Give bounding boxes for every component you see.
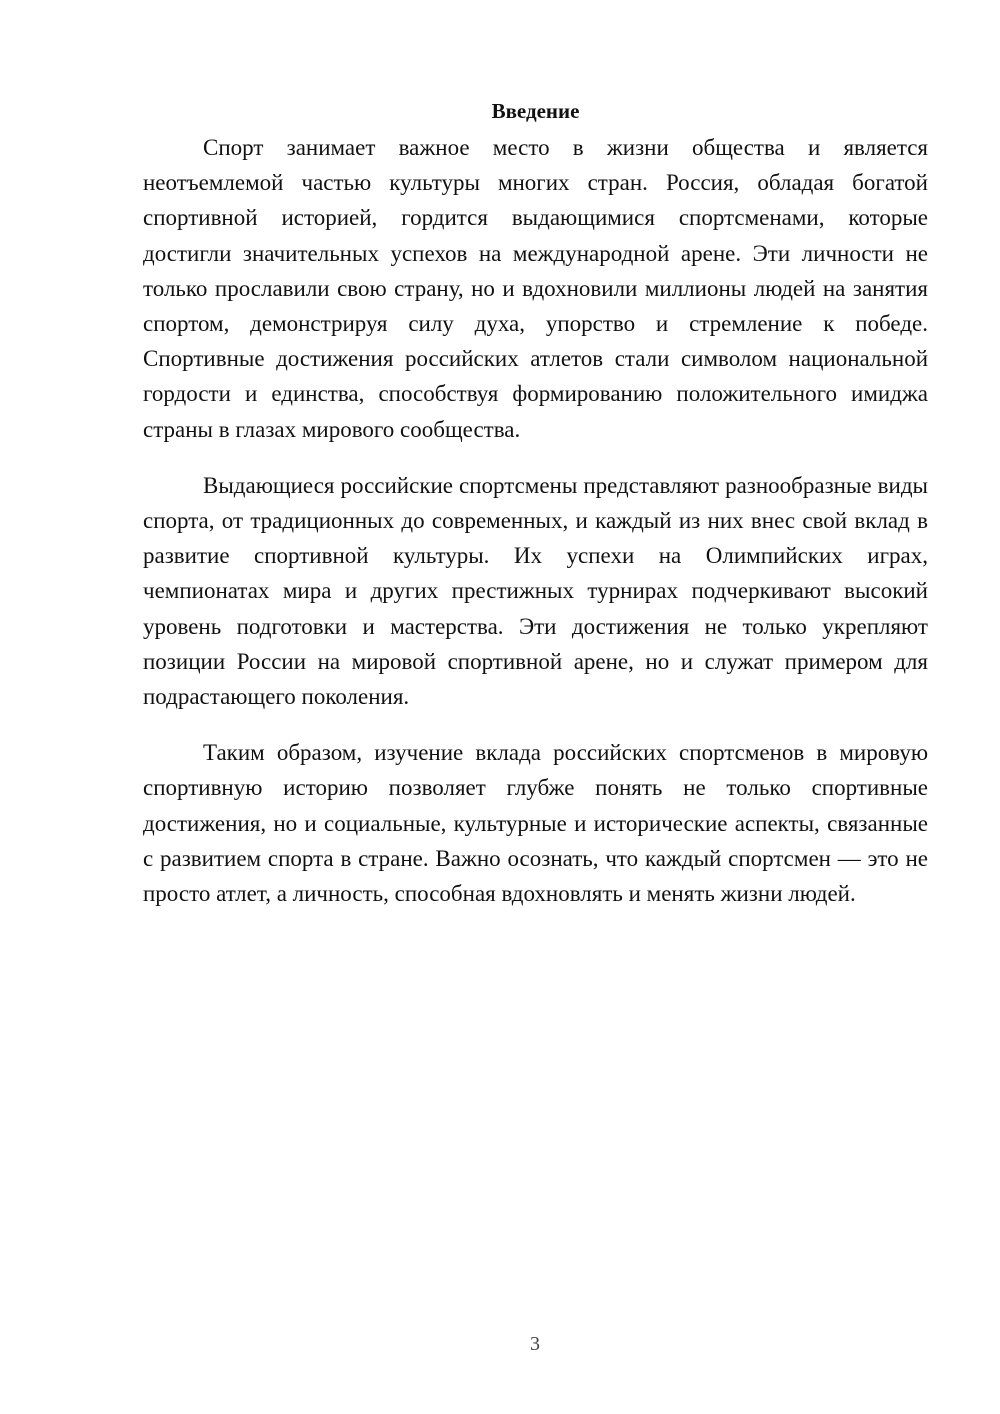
page-content — [143, 96, 928, 932]
paragraph-1: Спорт занимает важное место в жизни общества и является неотъемлемой частью культуры многих стран. Россия, обладая богатой спортивной историей, гордится выдающимися спортсменами, которые достигли значительных успехов на международной арене. Эти личности не только прославили свою страну, но и вдохновили миллионы людей на занятия спортом, демонстрируя силу духа, упорство и стремление к победе. Спортивные достижения российских атлетов стали символом национальной гордости и единства, способствуя формированию положительного имиджа страны в глазах мирового сообщества. — [143, 135, 928, 442]
paragraph-2: Выдающиеся российские спортсмены представляют разнообразные виды спорта, от традиционных до современных, и каждый из них внес свой вклад в развитие спортивной культуры. Их успехи на Олимпийских играх, чемпионатах мира и других престижных турнирах подчеркивают высокий уровень подготовки и мастерства. Эти достижения не только укрепляют позиции России на мировой спортивной арене, но и служат примером для подрастающего поколения. — [143, 472, 928, 710]
page-number: 3 — [530, 1333, 540, 1355]
section-heading: Введение — [491, 99, 580, 123]
paragraph-3: Таким образом, изучение вклада российских спортсменов в мировую спортивную историю позволяет глубже понять не только спортивные достижения, но и социальные, культурные и исторические аспекты, связанные с развитием спорта в стране. Важно осознать, что каждый спортсмен — это не просто атлет, а личность, способная вдохновлять и менять жизни людей. — [143, 740, 928, 907]
